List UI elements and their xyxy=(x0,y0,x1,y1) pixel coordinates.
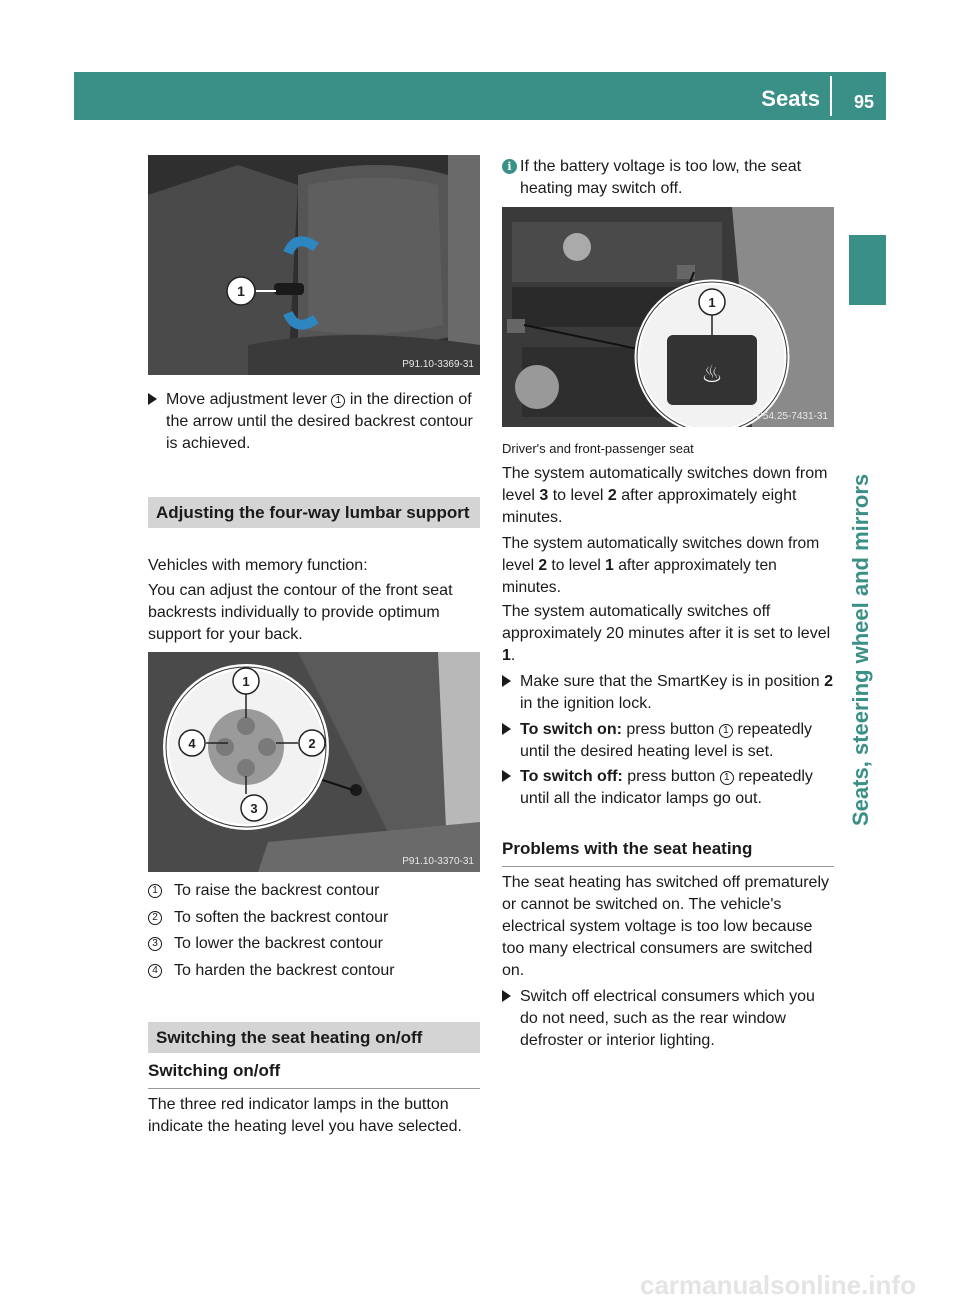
callout-1-ref: 1 xyxy=(331,394,345,408)
list-item: 4 To harden the backrest contour xyxy=(148,960,480,982)
battery-info: i If the battery voltage is too low, the seat heating may switch off. xyxy=(502,156,834,200)
footer-watermark: carmanualsonline.info xyxy=(640,1270,916,1300)
callout-1: 1 xyxy=(242,674,250,689)
arrow-icon xyxy=(502,723,511,735)
photo-caption: Driver's and front-passenger seat xyxy=(502,441,694,456)
subheading-switching: Switching on/off xyxy=(148,1060,480,1089)
section-title: Seats xyxy=(761,86,820,111)
page-header xyxy=(74,72,886,120)
list-item: 1 To raise the backrest contour xyxy=(148,880,480,902)
lumbar-description: You can adjust the contour of the front seat backrests individually to provide optimum support for your back. xyxy=(148,582,453,643)
arrow-icon xyxy=(148,393,157,405)
callout-3: 3 xyxy=(250,801,258,816)
photo-code: P54.25-7431-31 xyxy=(756,411,828,422)
photo-code: P91.10-3369-31 xyxy=(402,359,474,370)
subheading-problems: Problems with the seat heating xyxy=(502,838,834,867)
arrow-icon xyxy=(502,770,511,782)
backrest-lever-illustration xyxy=(148,155,480,375)
level-3-to-2: The system automatically switches down from level 3 to level 2 after approximately eight minutes. xyxy=(502,465,828,526)
instruction-bullet: Switch off electrical consumers which you do not need, such as the rear window defroster or interior lighting. xyxy=(502,986,834,1052)
instruction-bullet: Make sure that the SmartKey is in position 2 in the ignition lock. xyxy=(502,671,834,715)
instruction-bullet: Move adjustment lever 1 in the direction of the arrow until the desired backrest contour is achieved. xyxy=(148,389,480,455)
info-icon: i xyxy=(502,159,517,174)
callout-1: 1 xyxy=(237,283,245,299)
heading-seat-heating: Switching the seat heating on/off xyxy=(148,1022,480,1053)
arrow-icon xyxy=(502,990,511,1002)
callout-1: 1 xyxy=(708,295,716,310)
lumbar-control-illustration xyxy=(148,652,480,872)
level-2-to-1: The system automatically switches down from level 2 to level 1 after approximately ten minutes. xyxy=(502,535,820,596)
callout-4: 4 xyxy=(188,736,196,751)
memory-function-note: Vehicles with memory function: xyxy=(148,557,368,574)
backrest-lever-photo xyxy=(148,155,480,375)
instruction-bullet: To switch off: press button 1 repeatedly until all the indicator lamps go out. xyxy=(502,766,834,810)
problem-description: The seat heating has switched off prematurely or cannot be switched on. The vehicle's electrical system voltage is too low because too many electrical consumers are switched on. xyxy=(502,874,829,979)
seat-heating-button-photo xyxy=(502,207,834,427)
list-item: 2 To soften the backrest contour xyxy=(148,907,480,929)
instruction-bullet: To switch on: press button 1 repeatedly until the desired heating level is set. xyxy=(502,719,834,763)
callout-2: 2 xyxy=(308,736,316,751)
lumbar-control-photo xyxy=(148,652,480,872)
list-item: 3 To lower the backrest contour xyxy=(148,933,480,955)
auto-switch-off: The system automatically switches off approximately 20 minutes after it is set to level 1. xyxy=(502,603,831,664)
seat-heating-icon: ♨ xyxy=(701,360,723,388)
indicator-lamps-text: The three red indicator lamps in the button indicate the heating level you have selected. xyxy=(148,1096,462,1135)
photo-code: P91.10-3370-31 xyxy=(402,856,474,867)
chapter-label: Seats, steering wheel and mirrors xyxy=(848,473,873,826)
chapter-tab xyxy=(849,235,886,305)
arrow-icon xyxy=(502,675,511,687)
page-number: 95 xyxy=(853,92,874,112)
seat-heating-illustration xyxy=(502,207,834,427)
header-divider xyxy=(830,76,832,116)
heading-lumbar-support: Adjusting the four-way lumbar support xyxy=(148,497,480,528)
